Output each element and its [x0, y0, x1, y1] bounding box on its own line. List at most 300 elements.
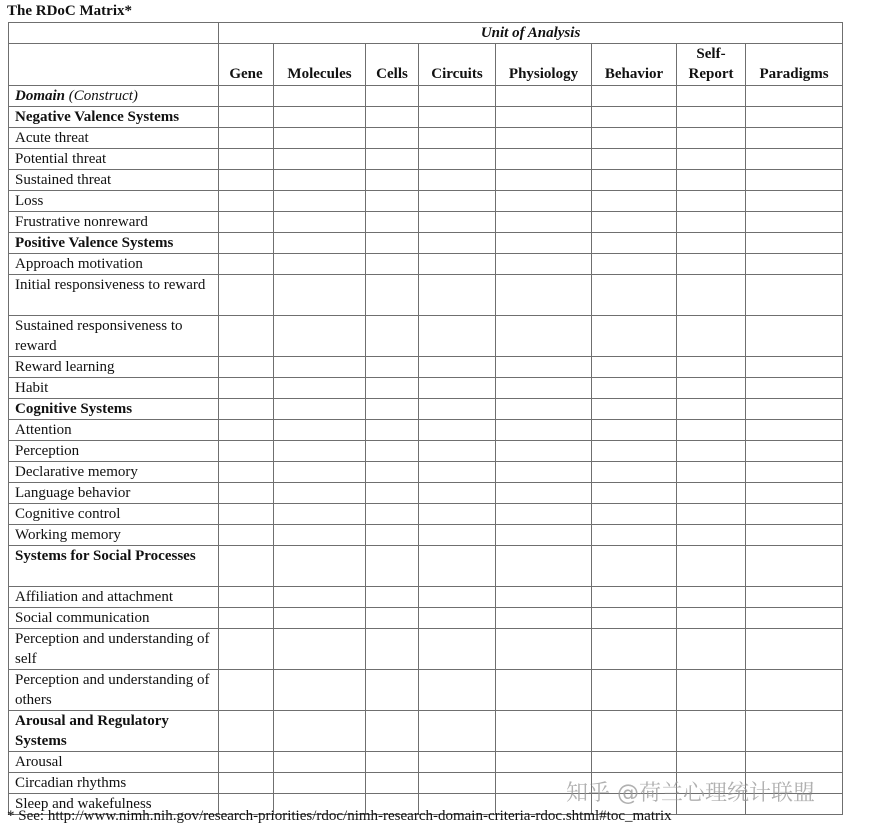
- construct-label: Arousal: [9, 752, 219, 773]
- matrix-cell: [592, 670, 677, 711]
- matrix-cell: [274, 546, 366, 587]
- matrix-cell: [746, 525, 843, 546]
- matrix-cell: [419, 462, 496, 483]
- matrix-cell: [746, 670, 843, 711]
- matrix-cell: [746, 233, 843, 254]
- matrix-cell: [746, 629, 843, 670]
- matrix-cell: [366, 773, 419, 794]
- matrix-cell: [592, 233, 677, 254]
- matrix-cell: [592, 608, 677, 629]
- matrix-cell: [274, 233, 366, 254]
- construct-label: Declarative memory: [9, 462, 219, 483]
- column-header-line2: Gene: [229, 66, 263, 82]
- matrix-cell: [274, 212, 366, 233]
- matrix-cell: [677, 629, 746, 670]
- column-header-line2: Circuits: [431, 66, 483, 82]
- construct-row: [9, 629, 843, 670]
- matrix-cell: [677, 608, 746, 629]
- matrix-cell: [274, 773, 366, 794]
- matrix-cell: [677, 441, 746, 462]
- matrix-cell: [419, 752, 496, 773]
- matrix-cell: [746, 378, 843, 399]
- matrix-cell: [746, 170, 843, 191]
- matrix-cell: [219, 711, 274, 752]
- matrix-cell: [592, 149, 677, 170]
- matrix-cell: [746, 420, 843, 441]
- matrix-cell: [677, 504, 746, 525]
- matrix-cell: [592, 170, 677, 191]
- column-header-cells: [366, 44, 419, 86]
- matrix-cell: [592, 441, 677, 462]
- construct-label: Approach motivation: [9, 254, 219, 275]
- construct-label: Affiliation and attachment: [9, 587, 219, 608]
- matrix-cell: [677, 399, 746, 420]
- matrix-cell: [592, 399, 677, 420]
- construct-row: [9, 462, 843, 483]
- matrix-cell: [219, 170, 274, 191]
- matrix-cell: [274, 752, 366, 773]
- construct-row: [9, 357, 843, 378]
- matrix-cell: [419, 587, 496, 608]
- matrix-cell: [274, 670, 366, 711]
- matrix-cell: [592, 711, 677, 752]
- matrix-cell: [496, 504, 592, 525]
- matrix-cell: [274, 107, 366, 128]
- matrix-cell: [419, 483, 496, 504]
- matrix-cell: [677, 191, 746, 212]
- matrix-cell: [219, 462, 274, 483]
- unit-of-analysis-heading: Unit of Analysis: [219, 23, 843, 44]
- matrix-cell: [496, 587, 592, 608]
- matrix-cell: [219, 773, 274, 794]
- matrix-cell: [496, 233, 592, 254]
- column-header-line2: Cells: [376, 66, 408, 82]
- matrix-cell: [219, 378, 274, 399]
- matrix-cell: [219, 212, 274, 233]
- matrix-cell: [366, 191, 419, 212]
- page-title: The RDoC Matrix*: [7, 3, 132, 19]
- matrix-cell: [677, 212, 746, 233]
- matrix-cell: [219, 525, 274, 546]
- matrix-cell: [366, 441, 419, 462]
- matrix-cell: [219, 128, 274, 149]
- matrix-cell: [746, 587, 843, 608]
- matrix-cell: [274, 149, 366, 170]
- matrix-cell: [677, 711, 746, 752]
- matrix-cell: [496, 128, 592, 149]
- matrix-cell: [496, 608, 592, 629]
- matrix-cell: [677, 149, 746, 170]
- matrix-cell: [419, 420, 496, 441]
- matrix-cell: [366, 316, 419, 357]
- matrix-cell: [419, 191, 496, 212]
- construct-label: Language behavior: [9, 483, 219, 504]
- matrix-cell: [746, 711, 843, 752]
- domain-label: Positive Valence Systems: [9, 233, 219, 254]
- construct-label: Habit: [9, 378, 219, 399]
- matrix-cell: [496, 107, 592, 128]
- column-header-circuits: [419, 44, 496, 86]
- matrix-cell: [274, 316, 366, 357]
- matrix-cell: [592, 378, 677, 399]
- matrix-cell: [746, 608, 843, 629]
- construct-label: Initial responsiveness to reward: [9, 275, 219, 316]
- matrix-cell: [419, 670, 496, 711]
- construct-row: [9, 483, 843, 504]
- matrix-cell: [366, 711, 419, 752]
- matrix-cell: [366, 670, 419, 711]
- construct-label: Sustained responsiveness to reward: [9, 316, 219, 357]
- domain-row: [9, 107, 843, 128]
- matrix-cell: [274, 357, 366, 378]
- header-row-unit: [9, 23, 843, 44]
- matrix-cell: [496, 752, 592, 773]
- construct-row: [9, 670, 843, 711]
- matrix-cell: [219, 86, 274, 107]
- construct-label: Reward learning: [9, 357, 219, 378]
- domain-row: [9, 399, 843, 420]
- domain-row: [9, 546, 843, 587]
- matrix-cell: [219, 504, 274, 525]
- matrix-cell: [219, 233, 274, 254]
- matrix-cell: [419, 275, 496, 316]
- matrix-cell: [366, 86, 419, 107]
- matrix-cell: [219, 149, 274, 170]
- construct-label: Sustained threat: [9, 170, 219, 191]
- matrix-cell: [677, 546, 746, 587]
- matrix-cell: [366, 233, 419, 254]
- matrix-cell: [274, 711, 366, 752]
- corner-cell-top: [9, 23, 219, 44]
- construct-row: [9, 608, 843, 629]
- matrix-cell: [274, 399, 366, 420]
- matrix-cell: [677, 670, 746, 711]
- column-header-line2: Physiology: [508, 66, 579, 82]
- matrix-cell: [366, 170, 419, 191]
- matrix-cell: [746, 212, 843, 233]
- watermark: 知乎 @荷兰心理统计联盟: [566, 781, 815, 806]
- matrix-cell: [274, 128, 366, 149]
- matrix-cell: [419, 711, 496, 752]
- matrix-cell: [419, 773, 496, 794]
- matrix-cell: [496, 670, 592, 711]
- matrix-cell: [677, 86, 746, 107]
- matrix-cell: [419, 399, 496, 420]
- construct-row: [9, 254, 843, 275]
- column-header-line2: Paradigms: [759, 66, 829, 82]
- matrix-cell: [592, 275, 677, 316]
- matrix-cell: [366, 483, 419, 504]
- matrix-body: [9, 86, 843, 815]
- matrix-cell: [592, 462, 677, 483]
- domain-construct-row: [9, 86, 843, 107]
- column-header-paradigms: [746, 44, 843, 86]
- matrix-cell: [592, 587, 677, 608]
- matrix-cell: [419, 546, 496, 587]
- matrix-cell: [274, 420, 366, 441]
- construct-label: Potential threat: [9, 149, 219, 170]
- matrix-cell: [219, 254, 274, 275]
- matrix-cell: [274, 254, 366, 275]
- matrix-cell: [496, 357, 592, 378]
- matrix-cell: [592, 752, 677, 773]
- construct-label: (Construct): [68, 88, 138, 104]
- construct-label: Social communication: [9, 608, 219, 629]
- matrix-cell: [746, 107, 843, 128]
- column-header-self-report: [677, 44, 746, 86]
- matrix-cell: [677, 483, 746, 504]
- matrix-cell: [219, 670, 274, 711]
- matrix-cell: [677, 378, 746, 399]
- corner-cell: [9, 44, 219, 86]
- matrix-cell: [677, 587, 746, 608]
- matrix-cell: [496, 525, 592, 546]
- matrix-cell: [366, 378, 419, 399]
- matrix-cell: [366, 107, 419, 128]
- header-row-columns: [9, 44, 843, 86]
- domain-label: Systems for Social Processes: [9, 546, 219, 587]
- domain-construct-label: [9, 86, 219, 107]
- footnote: * See: http://www.nimh.nih.gov/research-priorities/rdoc/nimh-research-domain-criteria-rdoc.shtml#toc_matrix: [7, 808, 672, 824]
- matrix-cell: [746, 275, 843, 316]
- domain-label: Negative Valence Systems: [9, 107, 219, 128]
- matrix-cell: [592, 212, 677, 233]
- construct-row: [9, 525, 843, 546]
- matrix-cell: [592, 316, 677, 357]
- construct-row: [9, 316, 843, 357]
- matrix-cell: [419, 128, 496, 149]
- construct-row: [9, 275, 843, 316]
- matrix-cell: [219, 587, 274, 608]
- matrix-cell: [496, 483, 592, 504]
- matrix-cell: [592, 107, 677, 128]
- matrix-cell: [366, 629, 419, 670]
- column-header-line2: Molecules: [287, 66, 352, 82]
- matrix-cell: [219, 420, 274, 441]
- matrix-cell: [419, 212, 496, 233]
- matrix-cell: [419, 170, 496, 191]
- matrix-cell: [366, 462, 419, 483]
- matrix-cell: [219, 107, 274, 128]
- matrix-cell: [592, 525, 677, 546]
- matrix-cell: [677, 316, 746, 357]
- domain-row: [9, 711, 843, 752]
- matrix-cell: [592, 483, 677, 504]
- matrix-cell: [592, 191, 677, 212]
- matrix-cell: [419, 608, 496, 629]
- matrix-cell: [219, 546, 274, 587]
- construct-label: Sleep and wakefulness: [9, 794, 219, 815]
- matrix-cell: [496, 546, 592, 587]
- matrix-cell: [496, 399, 592, 420]
- matrix-cell: [677, 525, 746, 546]
- rdoc-matrix-table: [8, 22, 843, 815]
- matrix-cell: [274, 504, 366, 525]
- matrix-cell: [746, 399, 843, 420]
- matrix-cell: [677, 752, 746, 773]
- construct-row: [9, 149, 843, 170]
- construct-row: [9, 441, 843, 462]
- matrix-cell: [592, 128, 677, 149]
- matrix-cell: [746, 546, 843, 587]
- matrix-cell: [496, 711, 592, 752]
- matrix-cell: [677, 128, 746, 149]
- matrix-cell: [496, 629, 592, 670]
- matrix-cell: [592, 504, 677, 525]
- construct-label: Cognitive control: [9, 504, 219, 525]
- matrix-cell: [366, 752, 419, 773]
- domain-label: Domain: [15, 88, 66, 104]
- matrix-cell: [496, 170, 592, 191]
- construct-row: [9, 212, 843, 233]
- matrix-cell: [419, 629, 496, 670]
- matrix-cell: [496, 441, 592, 462]
- matrix-cell: [274, 483, 366, 504]
- column-header-line2: Report: [688, 66, 734, 82]
- matrix-cell: [366, 128, 419, 149]
- matrix-cell: [219, 608, 274, 629]
- matrix-cell: [677, 275, 746, 316]
- matrix-cell: [746, 128, 843, 149]
- matrix-cell: [496, 191, 592, 212]
- matrix-cell: [366, 587, 419, 608]
- matrix-cell: [419, 86, 496, 107]
- construct-row: [9, 191, 843, 212]
- matrix-cell: [419, 441, 496, 462]
- matrix-cell: [274, 608, 366, 629]
- column-header-line1: Self-: [696, 46, 726, 62]
- construct-row: [9, 587, 843, 608]
- matrix-cell: [274, 629, 366, 670]
- matrix-cell: [219, 483, 274, 504]
- matrix-cell: [219, 399, 274, 420]
- construct-row: [9, 378, 843, 399]
- matrix-cell: [496, 420, 592, 441]
- construct-label: Perception: [9, 441, 219, 462]
- matrix-cell: [366, 420, 419, 441]
- construct-row: [9, 128, 843, 149]
- construct-label: Acute threat: [9, 128, 219, 149]
- matrix-cell: [677, 420, 746, 441]
- matrix-cell: [366, 608, 419, 629]
- column-header-line2: Behavior: [604, 66, 664, 82]
- column-header-molecules: [274, 44, 366, 86]
- matrix-cell: [219, 752, 274, 773]
- matrix-cell: [419, 316, 496, 357]
- matrix-cell: [366, 504, 419, 525]
- matrix-cell: [219, 441, 274, 462]
- matrix-cell: [219, 357, 274, 378]
- matrix-cell: [592, 420, 677, 441]
- column-header-gene: [219, 44, 274, 86]
- matrix-cell: [366, 212, 419, 233]
- matrix-cell: [746, 462, 843, 483]
- matrix-cell: [746, 149, 843, 170]
- matrix-cell: [419, 504, 496, 525]
- construct-label: Attention: [9, 420, 219, 441]
- matrix-cell: [496, 462, 592, 483]
- matrix-cell: [496, 275, 592, 316]
- matrix-cell: [592, 629, 677, 670]
- matrix-cell: [496, 149, 592, 170]
- matrix-cell: [274, 378, 366, 399]
- matrix-cell: [746, 504, 843, 525]
- matrix-cell: [746, 191, 843, 212]
- matrix-cell: [746, 441, 843, 462]
- matrix-cell: [366, 275, 419, 316]
- matrix-cell: [496, 254, 592, 275]
- construct-label: Working memory: [9, 525, 219, 546]
- matrix-cell: [496, 378, 592, 399]
- matrix-cell: [496, 212, 592, 233]
- matrix-cell: [677, 170, 746, 191]
- construct-label: Loss: [9, 191, 219, 212]
- matrix-cell: [219, 275, 274, 316]
- matrix-cell: [419, 233, 496, 254]
- matrix-cell: [274, 525, 366, 546]
- matrix-cell: [366, 357, 419, 378]
- matrix-cell: [419, 357, 496, 378]
- matrix-cell: [274, 191, 366, 212]
- matrix-cell: [366, 546, 419, 587]
- domain-label: Arousal and Regulatory Systems: [9, 711, 219, 752]
- matrix-cell: [746, 483, 843, 504]
- matrix-cell: [496, 86, 592, 107]
- matrix-cell: [677, 107, 746, 128]
- matrix-cell: [592, 254, 677, 275]
- matrix-cell: [746, 357, 843, 378]
- construct-label: Circadian rhythms: [9, 773, 219, 794]
- matrix-cell: [419, 107, 496, 128]
- matrix-cell: [219, 191, 274, 212]
- matrix-cell: [366, 254, 419, 275]
- matrix-cell: [419, 525, 496, 546]
- construct-row: [9, 752, 843, 773]
- matrix-cell: [274, 462, 366, 483]
- matrix-cell: [366, 399, 419, 420]
- construct-label: Perception and understanding of others: [9, 670, 219, 711]
- matrix-cell: [419, 149, 496, 170]
- construct-row: [9, 170, 843, 191]
- matrix-cell: [419, 378, 496, 399]
- matrix-cell: [274, 587, 366, 608]
- matrix-cell: [746, 752, 843, 773]
- domain-label: Cognitive Systems: [9, 399, 219, 420]
- matrix-cell: [219, 316, 274, 357]
- matrix-cell: [677, 462, 746, 483]
- matrix-cell: [366, 149, 419, 170]
- matrix-cell: [496, 316, 592, 357]
- matrix-cell: [274, 441, 366, 462]
- matrix-cell: [746, 316, 843, 357]
- matrix-cell: [274, 86, 366, 107]
- construct-label: Frustrative nonreward: [9, 212, 219, 233]
- matrix-cell: [592, 86, 677, 107]
- matrix-cell: [219, 629, 274, 670]
- matrix-cell: [366, 525, 419, 546]
- column-header-behavior: [592, 44, 677, 86]
- construct-row: [9, 504, 843, 525]
- column-header-physiology: [496, 44, 592, 86]
- matrix-cell: [677, 357, 746, 378]
- domain-row: [9, 233, 843, 254]
- matrix-cell: [746, 254, 843, 275]
- matrix-cell: [677, 254, 746, 275]
- matrix-cell: [746, 86, 843, 107]
- matrix-cell: [592, 357, 677, 378]
- construct-row: [9, 420, 843, 441]
- matrix-cell: [419, 254, 496, 275]
